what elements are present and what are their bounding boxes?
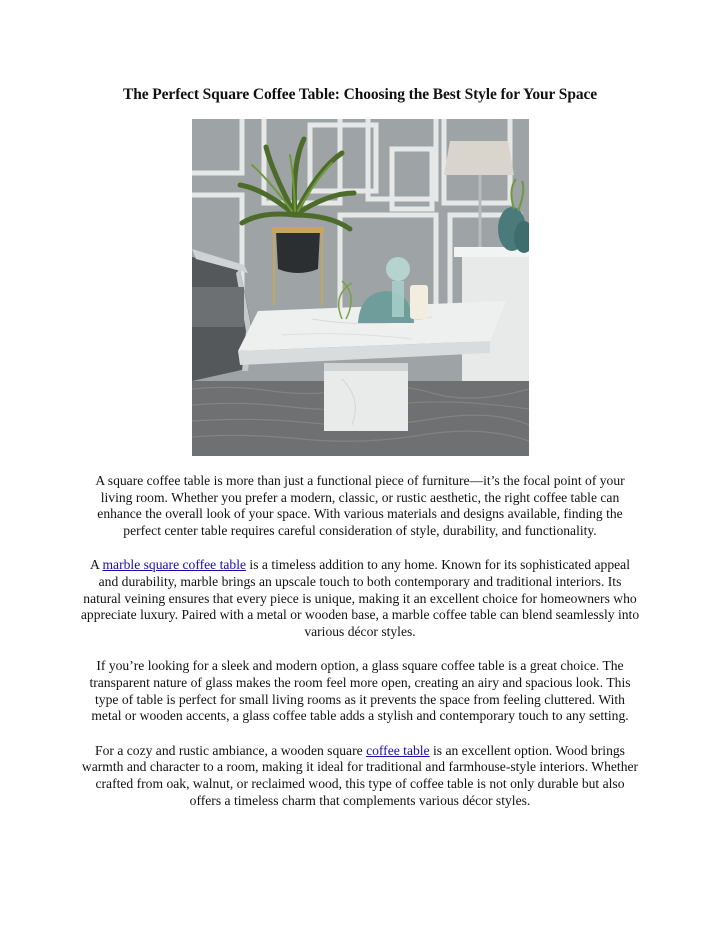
paragraph-marble-lead: A: [90, 557, 103, 573]
paragraph-marble: [80, 557, 640, 640]
coffee-table-photo: [192, 119, 529, 456]
paragraph-wood-rest: is an excellent option. Wood brings warmth and character to a room, making it ideal for traditional and farmhouse-style interiors. Whether crafted from oak, walnut, or reclaimed wood, this type of coffee table is not only durable but also offers a timeless charm that complements various décor styles.: [81, 742, 639, 808]
page-title: The Perfect Square Coffee Table: Choosing the Best Style for Your Space: [122, 86, 598, 103]
paragraph-wood-lead: For a cozy and rustic ambiance, a wooden square: [95, 742, 367, 758]
paragraph-intro: A square coffee table is more than just a functional piece of furniture—it’s the focal point of your living room. Whether you prefer a modern, classic, or rustic aesthetic, the right coffee table can enhance the overall look of your space. With various materials and designs available, finding the perfect center table requires careful consideration of style, durability, and functionality.: [95, 473, 625, 538]
paragraph-wood: [80, 743, 640, 809]
marble-square-coffee-table-link[interactable]: marble square coffee table: [102, 557, 247, 573]
article-body: [80, 473, 640, 827]
paragraph-marble-rest: is a timeless addition to any home. Known for its sophisticated appeal and durability, marble brings an upscale touch to both contemporary and traditional interiors. Its natural veining ensures that every piece is unique, making it an excellent choice for homeowners who appreciate luxury. Paired with a metal or wooden base, a marble coffee table can blend seamlessly into various décor styles.: [80, 557, 640, 639]
paragraph-glass: If you’re looking for a sleek and modern option, a glass square coffee table is a great choice. The transparent nature of glass makes the room feel more open, creating an airy and spacious look. This type of table is perfect for small living rooms as it prevents the space from feeling cluttered. With metal or wooden accents, a glass coffee table adds a stylish and contemporary touch to any setting.: [89, 658, 631, 724]
coffee-table-link[interactable]: coffee table: [366, 742, 430, 758]
